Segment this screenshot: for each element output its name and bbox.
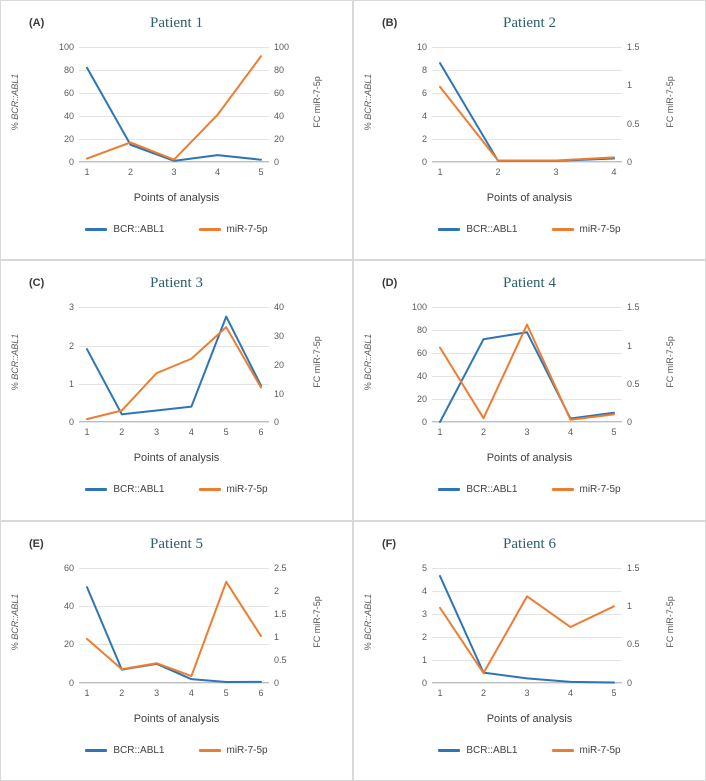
- x-axis-tick: 2: [480, 427, 487, 438]
- chart-title: Patient 5: [150, 535, 203, 552]
- plot-area: [58, 42, 290, 177]
- legend-item-mir-7-5p: [552, 484, 621, 495]
- series-line-bcr-abl1: [87, 68, 261, 161]
- legend-label-mir-7-5p: miR-7-5p: [579, 224, 621, 235]
- legend-item-bcr-abl1: [85, 224, 164, 235]
- y-axis-tick-right: 0: [274, 157, 280, 167]
- y-axis-tick-left: 80: [63, 65, 74, 75]
- y-axis-tick-right: 0: [274, 417, 280, 428]
- legend-label-bcr-abl1: BCR::ABL1: [113, 224, 165, 235]
- x-axis-tick: 3: [171, 167, 177, 177]
- plot-area: [411, 302, 640, 438]
- legend-label-bcr-abl1: BCR::ABL1: [466, 744, 518, 756]
- y-axis-tick-left: 2: [421, 134, 427, 144]
- y-axis-tick-right: 100: [274, 42, 290, 52]
- x-axis-tick: 3: [524, 427, 530, 438]
- y-axis-tick-left: 1: [421, 654, 427, 665]
- y-axis-title-left: % BCR::ABL1: [10, 73, 20, 130]
- legend-label-mir-7-5p: miR-7-5p: [226, 744, 268, 756]
- x-axis-tick: 5: [223, 687, 229, 698]
- plot-area: [421, 562, 640, 698]
- y-axis-tick-left: 20: [416, 394, 427, 405]
- chart-legend: [354, 224, 705, 235]
- chart-legend: [354, 484, 705, 495]
- y-axis-tick-left: 8: [421, 65, 427, 75]
- y-axis-tick-right: 1.5: [627, 562, 640, 573]
- y-axis-tick-left: 40: [63, 600, 74, 611]
- y-axis-tick-right: 0.5: [627, 639, 640, 650]
- y-axis-tick-left: 4: [421, 111, 427, 121]
- chart-panel-1: [0, 0, 353, 260]
- x-axis-tick: 3: [154, 687, 160, 698]
- y-axis-title-right: FC miR-7-5p: [312, 336, 322, 388]
- y-axis-tick-left: 40: [63, 111, 74, 121]
- x-axis-tick: 4: [567, 687, 574, 698]
- series-line-bcr-abl1: [440, 333, 614, 423]
- legend-swatch-bcr-abl1: [438, 488, 460, 491]
- y-axis-tick-left: 60: [63, 562, 74, 573]
- legend-swatch-mir-7-5p: [199, 488, 221, 491]
- y-axis-tick-left: 100: [58, 42, 74, 52]
- chart-title: Patient 4: [503, 275, 556, 292]
- legend-label-bcr-abl1: BCR::ABL1: [466, 224, 518, 235]
- y-axis-tick-left: 0: [421, 157, 427, 167]
- x-axis-title: Points of analysis: [486, 192, 573, 204]
- y-axis-tick-right: 40: [274, 111, 285, 121]
- y-axis-tick-left: 5: [421, 562, 427, 573]
- y-axis-tick-left: 2: [421, 631, 427, 642]
- y-axis-title-left: % BCR::ABL1: [10, 333, 20, 391]
- x-axis-tick: 2: [127, 167, 134, 177]
- plot-area: [416, 42, 640, 177]
- y-axis-tick-left: 2: [68, 340, 74, 351]
- y-axis-tick-right: 40: [274, 302, 285, 313]
- x-axis-title: Points of analysis: [133, 192, 220, 204]
- legend-swatch-bcr-abl1: [85, 749, 107, 752]
- plot-area: [63, 562, 287, 698]
- y-axis-tick-left: 1: [68, 378, 74, 389]
- y-axis-title-right: FC miR-7-5p: [665, 596, 675, 648]
- y-axis-tick-right: 1: [627, 340, 633, 351]
- legend-swatch-mir-7-5p: [552, 749, 574, 752]
- series-lines: [79, 307, 269, 422]
- series-lines: [432, 307, 622, 422]
- series-lines: [432, 47, 622, 162]
- x-axis-tick: 4: [188, 427, 194, 438]
- legend-label-mir-7-5p: miR-7-5p: [226, 484, 268, 496]
- plot-area: [68, 302, 285, 438]
- legend-swatch-bcr-abl1: [85, 228, 107, 231]
- x-axis-tick: 6: [258, 687, 264, 698]
- y-axis-title-left: % BCR::ABL1: [363, 73, 373, 130]
- y-axis-tick-right: 0.5: [627, 118, 640, 129]
- y-axis-tick-left: 20: [63, 639, 74, 650]
- series-line-bcr-abl1: [440, 576, 614, 682]
- x-axis-tick: 4: [188, 687, 194, 698]
- x-axis-tick: 2: [119, 687, 125, 698]
- series-lines: [79, 47, 269, 162]
- y-axis-tick-right: 10: [274, 388, 285, 399]
- x-axis-tick: 3: [154, 427, 160, 438]
- y-axis-title-right: FC miR-7-5p: [312, 75, 322, 128]
- y-axis-tick-right: 30: [274, 331, 285, 342]
- x-axis-tick: 3: [524, 687, 530, 698]
- y-axis-tick-left: 6: [421, 88, 427, 98]
- x-axis-tick: 2: [119, 427, 125, 438]
- x-axis-tick: 1: [84, 687, 90, 698]
- y-axis-tick-right: 2.5: [274, 562, 287, 573]
- y-axis-tick-right: 80: [274, 65, 285, 75]
- series-line-mir-7-5p: [87, 327, 261, 419]
- legend-label-mir-7-5p: miR-7-5p: [226, 224, 268, 235]
- legend-label-mir-7-5p: miR-7-5p: [579, 484, 621, 496]
- y-axis-title-right: FC miR-7-5p: [312, 596, 322, 648]
- y-axis-title-left: % BCR::ABL1: [363, 333, 373, 391]
- series-line-mir-7-5p: [87, 581, 261, 675]
- y-axis-tick-left: 60: [63, 88, 74, 98]
- series-line-bcr-abl1: [440, 63, 614, 161]
- series-lines: [432, 568, 622, 683]
- y-axis-tick-right: 0.5: [274, 654, 287, 665]
- y-axis-tick-left: 0: [68, 157, 74, 167]
- x-axis-tick: 4: [611, 167, 617, 177]
- legend-label-bcr-abl1: BCR::ABL1: [113, 744, 165, 756]
- y-axis-title-left: % BCR::ABL1: [10, 593, 20, 651]
- legend-swatch-mir-7-5p: [552, 488, 574, 491]
- panel-letter: (A): [29, 17, 45, 29]
- x-axis-tick: 2: [495, 167, 501, 177]
- y-axis-tick-left: 3: [68, 302, 74, 313]
- legend-swatch-bcr-abl1: [438, 749, 460, 752]
- x-axis-tick: 2: [480, 687, 487, 698]
- gene-name-bcr-abl1: BCR::ABL1: [10, 593, 20, 640]
- gene-name-bcr-abl1: BCR::ABL1: [363, 333, 373, 380]
- y-axis-tick-left: 0: [421, 677, 427, 688]
- y-axis-tick-right: 0: [627, 157, 633, 167]
- x-axis-title: Points of analysis: [133, 712, 220, 725]
- legend-label-bcr-abl1: BCR::ABL1: [113, 484, 165, 496]
- chart-panel-4: [353, 260, 706, 520]
- x-axis-tick: 3: [553, 167, 559, 177]
- gene-name-bcr-abl1: BCR::ABL1: [363, 593, 373, 640]
- y-axis-tick-right: 60: [274, 88, 285, 98]
- legend-item-mir-7-5p: [199, 484, 268, 495]
- legend-item-mir-7-5p: [199, 745, 268, 756]
- legend-label-bcr-abl1: BCR::ABL1: [466, 484, 518, 496]
- y-axis-tick-right: 1: [627, 600, 633, 611]
- chart-panel-6: [353, 521, 706, 781]
- legend-swatch-bcr-abl1: [85, 488, 107, 491]
- chart-title: Patient 6: [503, 535, 556, 552]
- x-axis-tick: 4: [567, 427, 574, 438]
- chart-legend: [1, 224, 352, 235]
- chart-legend: [1, 484, 352, 495]
- y-axis-tick-left: 3: [421, 608, 427, 619]
- series-line-bcr-abl1: [87, 587, 261, 682]
- x-axis-tick: 6: [258, 427, 264, 438]
- chart-title: Patient 2: [503, 15, 556, 31]
- chart-title: Patient 3: [150, 275, 203, 292]
- y-axis-tick-right: 2: [274, 585, 280, 596]
- gridline: [79, 422, 269, 423]
- y-axis-tick-left: 20: [63, 134, 74, 144]
- x-axis-title: Points of analysis: [486, 452, 573, 465]
- y-axis-tick-right: 20: [274, 134, 285, 144]
- y-axis-tick-right: 20: [274, 359, 285, 370]
- y-axis-tick-left: 80: [416, 325, 427, 336]
- legend-item-mir-7-5p: [552, 224, 621, 235]
- chart-title: Patient 1: [150, 15, 203, 31]
- legend-swatch-mir-7-5p: [199, 228, 221, 231]
- x-axis-tick: 5: [223, 427, 229, 438]
- panel-letter: (D): [382, 277, 398, 290]
- y-axis-tick-left: 60: [416, 348, 427, 359]
- y-axis-tick-left: 0: [68, 417, 74, 428]
- x-axis-tick: 1: [437, 167, 443, 177]
- x-axis-tick: 4: [214, 167, 221, 177]
- panel-letter: (E): [29, 537, 44, 550]
- x-axis-tick: 1: [437, 427, 443, 438]
- y-axis-title-right: FC miR-7-5p: [665, 336, 675, 388]
- panel-letter: (B): [382, 17, 398, 29]
- y-axis-tick-left: 100: [411, 302, 427, 313]
- y-axis-tick-left: 40: [416, 371, 427, 382]
- x-axis-tick: 5: [258, 167, 264, 177]
- legend-item-mir-7-5p: [552, 745, 621, 756]
- gridline: [79, 683, 269, 684]
- series-line-mir-7-5p: [440, 87, 614, 161]
- y-axis-tick-left: 0: [68, 677, 74, 688]
- legend-item-mir-7-5p: [199, 224, 268, 235]
- legend-item-bcr-abl1: [438, 484, 517, 495]
- y-axis-tick-right: 0: [274, 677, 280, 688]
- chart-panel-3: [0, 260, 353, 520]
- y-axis-tick-right: 1.5: [627, 42, 640, 52]
- y-axis-tick-right: 0.5: [627, 378, 640, 389]
- chart-panel-2: [353, 0, 706, 260]
- legend-item-bcr-abl1: [85, 745, 164, 756]
- legend-swatch-mir-7-5p: [552, 228, 574, 231]
- legend-swatch-bcr-abl1: [438, 228, 460, 231]
- gene-name-bcr-abl1: BCR::ABL1: [10, 73, 20, 120]
- legend-item-bcr-abl1: [438, 745, 517, 756]
- y-axis-title-left: % BCR::ABL1: [363, 593, 373, 651]
- legend-label-mir-7-5p: miR-7-5p: [579, 744, 621, 756]
- gridline: [432, 162, 622, 163]
- legend-item-bcr-abl1: [85, 484, 164, 495]
- series-line-mir-7-5p: [87, 56, 261, 160]
- y-axis-tick-left: 4: [421, 585, 427, 596]
- legend-swatch-mir-7-5p: [199, 749, 221, 752]
- x-axis-tick: 1: [84, 167, 90, 177]
- legend-item-bcr-abl1: [438, 224, 517, 235]
- x-axis-tick: 1: [84, 427, 90, 438]
- x-axis-tick: 5: [611, 427, 617, 438]
- y-axis-tick-left: 10: [416, 42, 427, 52]
- panel-letter: (F): [382, 537, 397, 550]
- y-axis-tick-right: 1: [627, 80, 633, 91]
- chart-legend: [1, 745, 352, 756]
- chart-panel-5: [0, 521, 353, 781]
- y-axis-tick-right: 1.5: [274, 608, 287, 619]
- x-axis-title: Points of analysis: [133, 452, 220, 465]
- y-axis-tick-right: 0: [627, 417, 633, 428]
- y-axis-tick-right: 0: [627, 677, 633, 688]
- x-axis-tick: 5: [611, 687, 617, 698]
- series-lines: [79, 568, 269, 683]
- y-axis-title-right: FC miR-7-5p: [665, 75, 675, 128]
- chart-legend: [354, 745, 705, 756]
- panel-letter: (C): [29, 277, 45, 290]
- y-axis-tick-right: 1.5: [627, 302, 640, 313]
- x-axis-title: Points of analysis: [486, 712, 573, 725]
- gene-name-bcr-abl1: BCR::ABL1: [10, 333, 20, 380]
- x-axis-tick: 1: [437, 687, 443, 698]
- y-axis-tick-left: 0: [421, 417, 427, 428]
- y-axis-tick-right: 1: [274, 631, 280, 642]
- gene-name-bcr-abl1: BCR::ABL1: [363, 73, 373, 120]
